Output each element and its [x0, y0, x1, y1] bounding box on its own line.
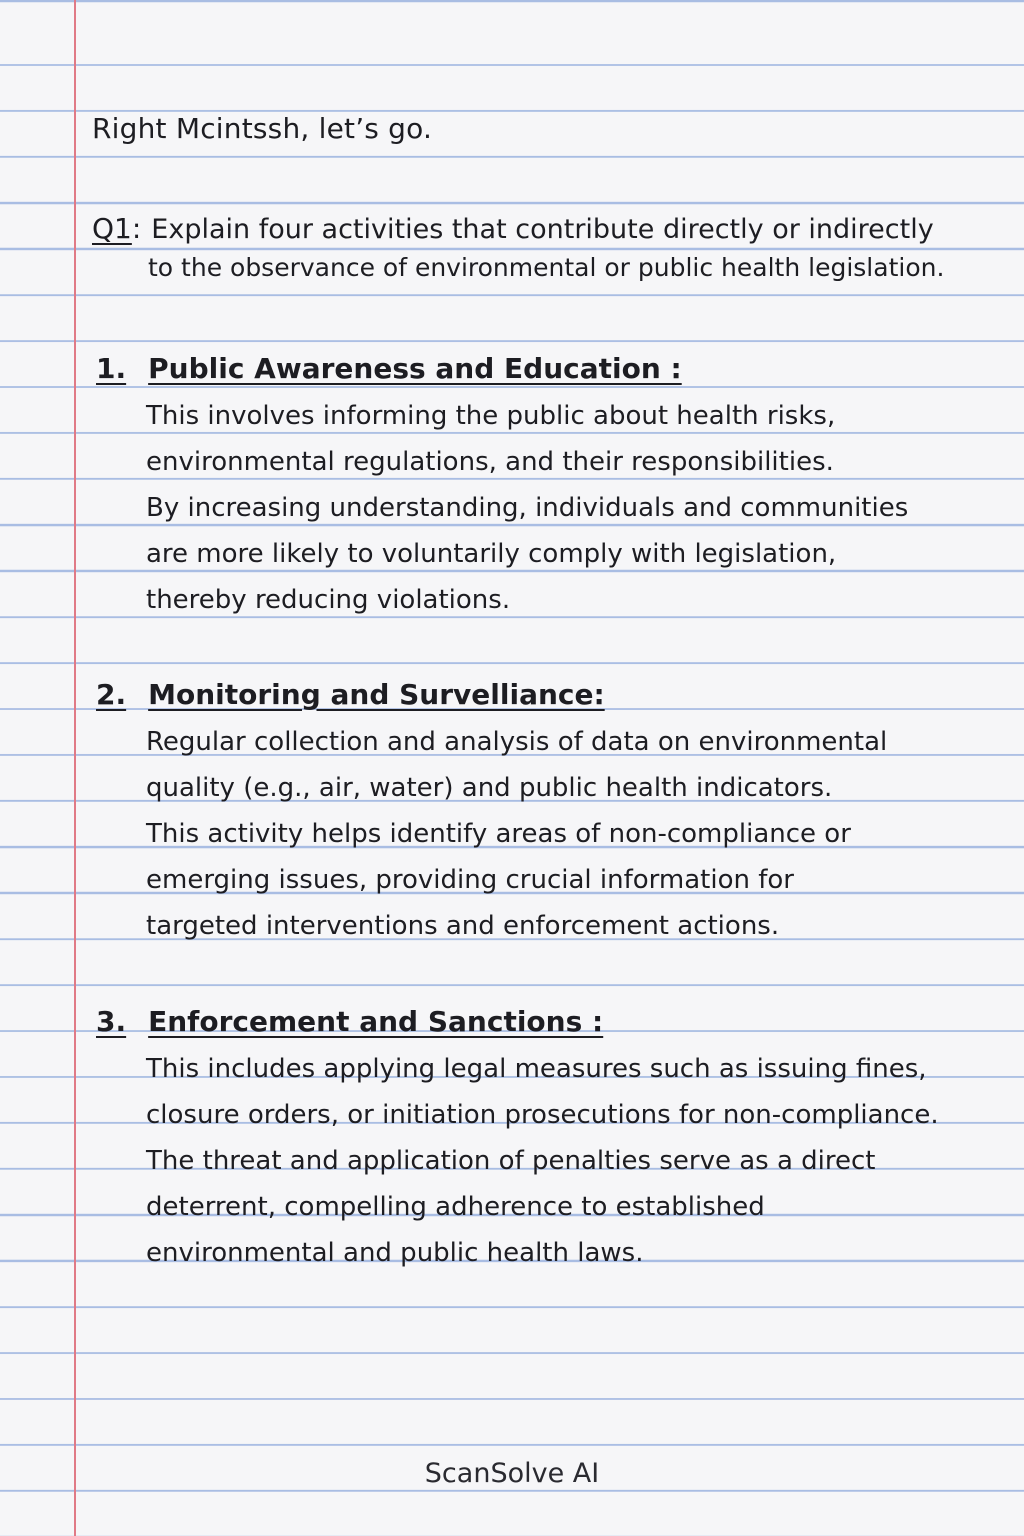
section-number: 1.	[96, 352, 127, 385]
body-line: By increasing understanding, individuals and communities	[146, 493, 909, 523]
body-line: Regular collection and analysis of data on environmental	[146, 727, 888, 757]
section-body	[146, 719, 956, 949]
body-line: thereby reducing violations.	[146, 585, 511, 615]
question-colon: :	[131, 212, 142, 245]
section-heading	[96, 678, 956, 711]
section-body	[146, 1046, 956, 1276]
section-monitoring	[96, 678, 956, 949]
question-line-1: Explain four activities that contribute directly or indirectly	[151, 214, 934, 245]
section-public-awareness	[96, 352, 956, 623]
question-line-2: to the observance of environmental or public health legislation.	[148, 253, 945, 282]
greeting: Right Mcintssh, let’s go.	[92, 112, 433, 145]
body-line: This activity helps identify areas of non-compliance or	[146, 819, 851, 849]
body-line: environmental regulations, and their responsibilities.	[146, 447, 834, 477]
section-body	[146, 393, 956, 623]
body-line: environmental and public health laws.	[146, 1238, 644, 1268]
body-line: The threat and application of penalties serve as a direct	[146, 1146, 876, 1176]
question-label: Q1	[92, 212, 132, 245]
section-number: 2.	[96, 678, 127, 711]
section-heading	[96, 352, 956, 385]
body-line: emerging issues, providing crucial information for	[146, 865, 794, 895]
body-line: closure orders, or initiation prosecutions for non-compliance.	[146, 1100, 939, 1130]
body-line: targeted interventions and enforcement actions.	[146, 911, 780, 941]
section-title: Monitoring and Survelliance:	[148, 678, 605, 711]
body-line: are more likely to voluntarily comply with legislation,	[146, 539, 837, 569]
margin-line	[74, 0, 76, 1536]
body-line: This includes applying legal measures such as issuing fines,	[146, 1054, 927, 1084]
section-heading	[96, 1005, 956, 1038]
body-line: This involves informing the public about health risks,	[146, 401, 836, 431]
section-enforcement	[96, 1005, 956, 1276]
section-title: Public Awareness and Education :	[148, 352, 682, 385]
section-title: Enforcement and Sanctions :	[148, 1005, 604, 1038]
section-number: 3.	[96, 1005, 127, 1038]
question	[92, 212, 972, 282]
body-line: quality (e.g., air, water) and public health indicators.	[146, 773, 833, 803]
footer-watermark: ScanSolve AI	[424, 1458, 600, 1489]
body-line: deterrent, compelling adherence to established	[146, 1192, 765, 1222]
